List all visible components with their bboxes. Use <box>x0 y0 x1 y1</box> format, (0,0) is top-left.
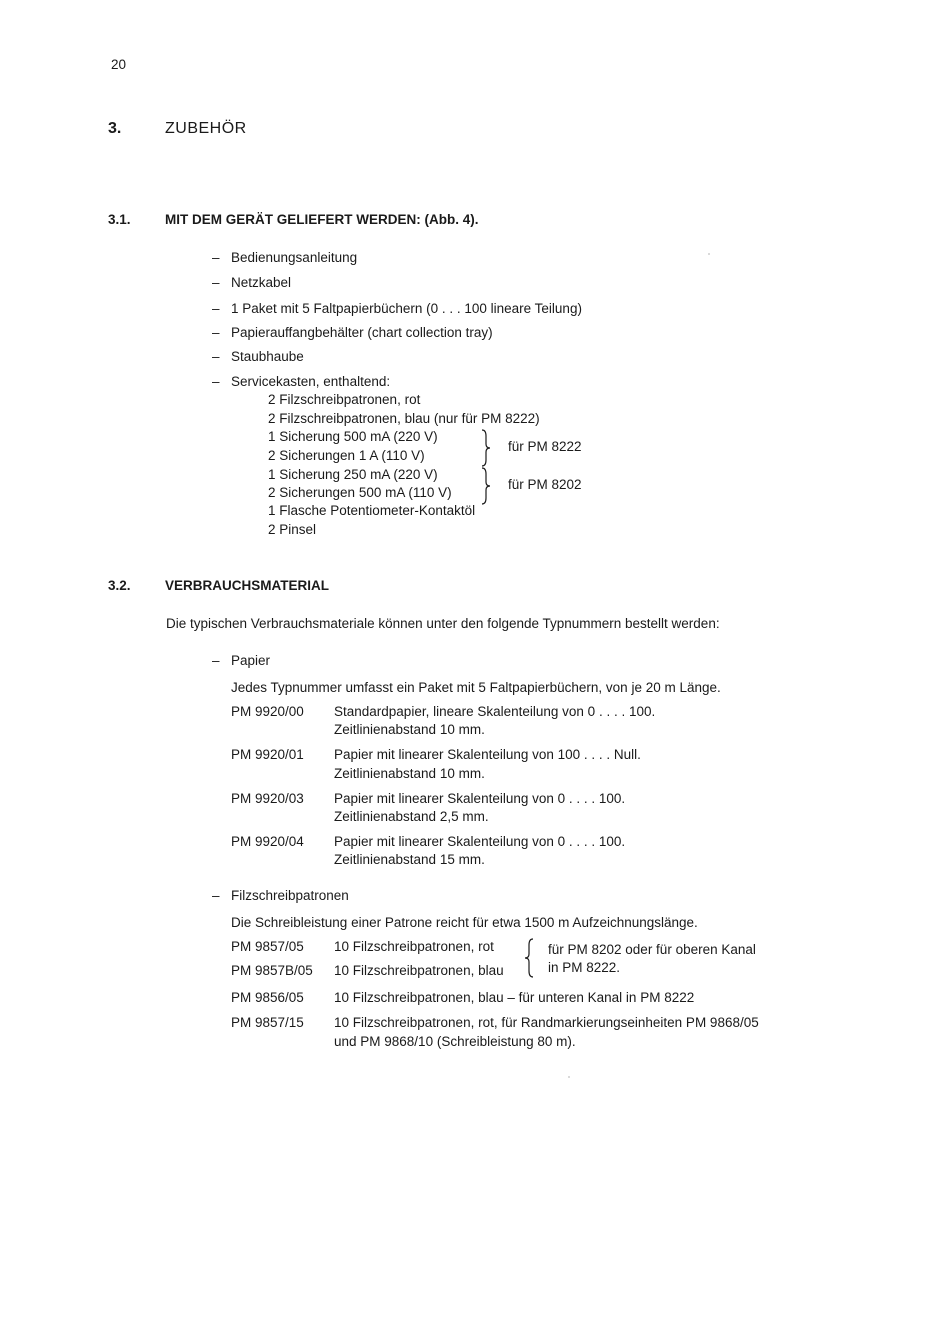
felt-brace-note: für PM 8202 oder für oberen Kanal <box>548 942 756 957</box>
felt-desc: 10 Filzschreibpatronen, rot, für Randmarkierungseinheiten PM 9868/05 <box>334 1015 759 1030</box>
kit-item: 2 Pinsel <box>268 522 317 537</box>
list-item: Papierauffangbehälter (chart collection tray) <box>231 325 493 340</box>
list-item: Netzkabel <box>231 275 292 290</box>
list-item: Bedienungsanleitung <box>231 250 358 265</box>
paper-desc-line: Standardpapier, lineare Skalenteilung von 0 . . . . 100. <box>334 704 656 719</box>
felt-desc: 10 Filzschreibpatronen, rot <box>334 939 494 954</box>
felt-code: PM 9857B/05 <box>231 963 313 978</box>
kit-item: 2 Filzschreibpatronen, blau (nur für PM 8222) <box>268 411 540 426</box>
felt-desc: 10 Filzschreibpatronen, blau <box>334 963 504 978</box>
chapter-title: ZUBEHÖR <box>165 120 247 137</box>
section-2-intro: Die typischen Verbrauchsmateriale können unter den folgende Typnummern bestellt werden: <box>166 616 720 631</box>
kit-item: 1 Flasche Potentiometer-Kontaktöl <box>268 503 476 518</box>
right-brace-icon <box>478 466 492 506</box>
felt-code: PM 9857/15 <box>231 1015 304 1030</box>
section-1-number: 3.1. <box>108 212 131 227</box>
felt-description: Die Schreibleistung einer Patrone reicht für etwa 1500 m Aufzeichnungslänge. <box>231 915 698 930</box>
felt-desc: und PM 9868/10 (Schreibleistung 80 m). <box>334 1034 576 1049</box>
kit-item: 1 Sicherung 500 mA (220 V) <box>268 429 438 444</box>
felt-code: PM 9857/05 <box>231 939 304 954</box>
paper-desc-line: Zeitlinienabstand 15 mm. <box>334 852 485 867</box>
scan-speck <box>708 253 710 255</box>
list-item: 1 Paket mit 5 Faltpapierbüchern (0 . . . 100 lineare Teilung) <box>231 301 582 316</box>
kit-item: 2 Sicherungen 500 mA (110 V) <box>268 485 452 500</box>
scan-speck <box>568 1076 570 1078</box>
list-dash: – <box>212 250 220 265</box>
paper-desc-line: Zeitlinienabstand 10 mm. <box>334 722 485 737</box>
felt-brace-note: in PM 8222. <box>548 960 621 975</box>
section-1-title: MIT DEM GERÄT GELIEFERT WERDEN: (Abb. 4). <box>165 212 479 227</box>
list-dash: – <box>212 653 220 668</box>
paper-desc-line: Papier mit linearer Skalenteilung von 100 . . . . Null. <box>334 747 641 762</box>
paper-description: Jedes Typnummer umfasst ein Paket mit 5 Faltpapierbüchern, von je 20 m Länge. <box>231 680 721 695</box>
list-dash: – <box>212 374 220 389</box>
paper-desc-line: Papier mit linearer Skalenteilung von 0 . . . . 100. <box>334 791 626 806</box>
list-dash: – <box>212 301 220 316</box>
paper-heading: Papier <box>231 653 271 668</box>
kit-item: 2 Sicherungen 1 A (110 V) <box>268 448 425 463</box>
paper-desc-line: Zeitlinienabstand 2,5 mm. <box>334 809 489 824</box>
kit-note: für PM 8222 <box>508 439 582 454</box>
chapter-number: 3. <box>108 120 122 137</box>
paper-desc-line: Papier mit linearer Skalenteilung von 0 . . . . 100. <box>334 834 626 849</box>
felt-desc: 10 Filzschreibpatronen, blau – für unteren Kanal in PM 8222 <box>334 990 695 1005</box>
kit-note: für PM 8202 <box>508 477 582 492</box>
paper-code: PM 9920/00 <box>231 704 304 719</box>
list-dash: – <box>212 325 220 340</box>
section-2-number: 3.2. <box>108 578 131 593</box>
paper-desc-line: Zeitlinienabstand 10 mm. <box>334 766 485 781</box>
kit-item: 1 Sicherung 250 mA (220 V) <box>268 467 438 482</box>
paper-code: PM 9920/03 <box>231 791 304 806</box>
paper-code: PM 9920/01 <box>231 747 304 762</box>
list-item: Staubhaube <box>231 349 304 364</box>
left-brace-icon <box>523 937 537 979</box>
right-brace-icon <box>478 428 492 468</box>
list-item: Servicekasten, enthaltend: <box>231 374 391 389</box>
felt-heading: Filzschreibpatronen <box>231 888 349 903</box>
kit-item: 2 Filzschreibpatronen, rot <box>268 392 421 407</box>
section-2-title: VERBRAUCHSMATERIAL <box>165 578 329 593</box>
list-dash: – <box>212 349 220 364</box>
list-dash: – <box>212 888 220 903</box>
paper-code: PM 9920/04 <box>231 834 304 849</box>
list-dash: – <box>212 275 220 290</box>
page-number: 20 <box>111 57 127 72</box>
felt-code: PM 9856/05 <box>231 990 304 1005</box>
